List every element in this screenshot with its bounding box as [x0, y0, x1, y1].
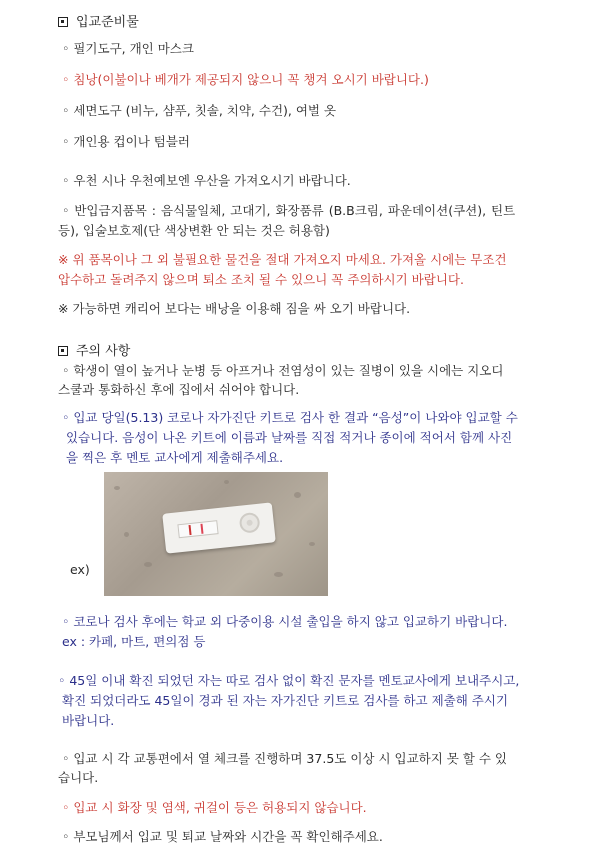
section-heading-text: 주의 사항 [76, 344, 131, 359]
list-item-continuation: ex : 카페, 마트, 편의점 등 [62, 634, 206, 649]
list-item: ◦ 입교 시 화장 및 염색, 귀걸이 등은 허용되지 않습니다. [62, 800, 367, 815]
square-bullet-icon [58, 17, 68, 27]
list-item: ◦ 우천 시나 우천예보엔 우산을 가져오시기 바랍니다. [62, 173, 351, 188]
list-item: ◦ 부모님께서 입교 및 퇴교 날짜와 시간을 꼭 확인해주세요. [62, 829, 383, 844]
list-item: ◦ 침낭(이불이나 베개가 제공되지 않으니 꼭 챙겨 오시기 바랍니다.) [62, 72, 429, 87]
list-item-continuation: 등), 입술보호제(단 색상변환 안 되는 것은 허용함) [58, 223, 330, 238]
list-item: ◦ 필기도구, 개인 마스크 [62, 41, 194, 56]
list-item: ◦ 개인용 컵이나 텀블러 [62, 134, 190, 149]
square-bullet-icon [58, 346, 68, 356]
example-label: ex) [70, 562, 90, 577]
list-item-continuation: 스쿨과 통화하신 후에 집에서 쉬어야 합니다. [58, 382, 300, 397]
warning-note-continuation: 압수하고 돌려주지 않으며 퇴소 조치 될 수 있으니 꼭 주의하시기 바랍니다. [58, 272, 464, 287]
test-kit-icon [162, 502, 276, 553]
list-item: ◦ 입교 시 각 교통편에서 열 체크를 진행하며 37.5도 이상 시 입교하지 못 할 수 있 [62, 751, 507, 766]
note: ※ 가능하면 캐리어 보다는 배낭을 이용해 짐을 싸 오기 바랍니다. [58, 301, 411, 316]
section-heading-text: 입교준비물 [76, 15, 139, 30]
list-item-continuation: 을 찍은 후 멘토 교사에게 제출해주세요. [66, 450, 284, 465]
covid-test-kit-photo [104, 472, 328, 596]
list-item: ◦ 45일 이내 확진 되었던 자는 따로 검사 없이 확진 문자를 멘토교사에게 보내주시고, [58, 673, 520, 688]
list-item-continuation: 습니다. [58, 770, 99, 785]
list-item-continuation: 있습니다. 음성이 나온 키트에 이름과 날짜를 직접 적거나 종이에 적어서 함께 사진 [66, 430, 513, 445]
section-heading-cautions [58, 343, 130, 361]
section-heading-supplies [58, 14, 139, 32]
list-item: ◦ 반입금지품목 : 음식물일체, 고대기, 화장품류 (B.B크림, 파운데이션(쿠션), 틴트 [62, 203, 516, 218]
list-item: ◦ 학생이 열이 높거나 눈병 등 아프거나 전염성이 있는 질병이 있을 시에는 지오디 [62, 363, 504, 378]
list-item-continuation: 확진 되었더라도 45일이 경과 된 자는 자가진단 키트로 검사를 하고 제출해 주시기 [62, 693, 509, 708]
warning-note: ※ 위 품목이나 그 외 불필요한 물건을 절대 가져오지 마세요. 가져올 시에는 무조건 [58, 252, 507, 267]
list-item: ◦ 세면도구 (비누, 샴푸, 칫솔, 치약, 수건), 여벌 옷 [62, 103, 337, 118]
list-item: ◦ 코로나 검사 후에는 학교 외 다중이용 시설 출입을 하지 않고 입교하기 바랍니다. [62, 614, 508, 629]
list-item: ◦ 입교 당일(5.13) 코로나 자가진단 키트로 검사 한 결과 “음성”이 나와야 입교할 수 [62, 410, 518, 425]
list-item-continuation: 바랍니다. [62, 713, 115, 728]
